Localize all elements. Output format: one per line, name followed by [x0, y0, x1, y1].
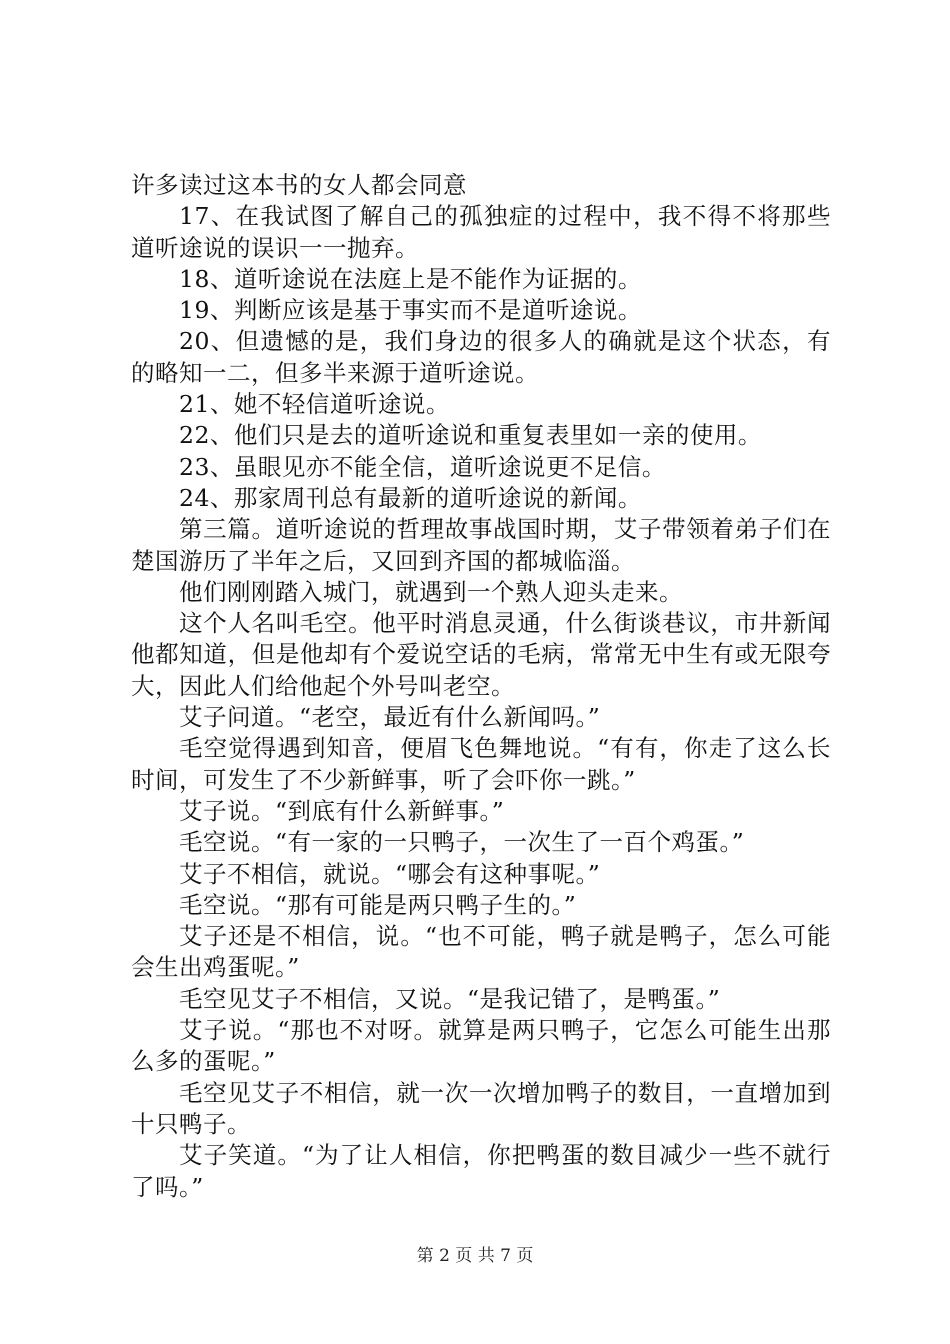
paragraph: 毛空说。“有一家的一只鸭子，一次生了一百个鸡蛋。”	[179, 828, 745, 857]
paragraph: 毛空觉得遇到知音，便眉飞色舞地说。“有有，你走了这么长时间，可发生了不少新鲜事，听了会吓你一跳。”	[131, 734, 831, 794]
paragraph: 这个人名叫毛空。他平时消息灵通，什么街谈巷议，市井新闻他都知道，但是他却有个爱说空话的毛病，常常无中生有或无限夸大，因此人们给他起个外号叫老空。	[131, 609, 831, 700]
paragraph: 第三篇。道听途说的哲理故事战国时期，艾子带领着弟子们在楚国游历了半年之后，又回到齐国的都城临淄。	[131, 515, 831, 575]
paragraph: 艾子笑道。“为了让人相信，你把鸭蛋的数目减少一些不就行了吗。”	[131, 1141, 831, 1201]
paragraph: 艾子说。“到底有什么新鲜事。”	[179, 796, 505, 825]
document-body	[131, 170, 831, 1203]
paragraph: 艾子问道。“老空，最近有什么新闻吗。”	[179, 703, 601, 732]
paragraph: 24、那家周刊总有最新的道听途说的新闻。	[179, 483, 642, 512]
paragraph: 22、他们只是去的道听途说和重复表里如一亲的使用。	[179, 421, 762, 450]
paragraph: 艾子说。“那也不对呀。就算是两只鸭子，它怎么可能生出那么多的蛋呢。”	[131, 1016, 831, 1076]
paragraph: 艾子不相信，就说。“哪会有这种事呢。”	[179, 859, 601, 888]
paragraph: 20、但遗憾的是，我们身边的很多人的确就是这个状态，有的略知一二，但多半来源于道听途说。	[131, 327, 831, 387]
paragraph: 23、虽眼见亦不能全信，道听途说更不足信。	[179, 452, 666, 481]
paragraph: 21、她不轻信道听途说。	[179, 390, 450, 419]
paragraph: 艾子还是不相信，说。“也不可能，鸭子就是鸭子，怎么可能会生出鸡蛋呢。”	[131, 922, 831, 982]
page-number-footer: 第 2 页 共 7 页	[416, 1246, 534, 1266]
paragraph: 19、判断应该是基于事实而不是道听途说。	[179, 296, 642, 325]
paragraph: 毛空见艾子不相信，又说。“是我记错了，是鸭蛋。”	[179, 984, 721, 1013]
paragraph: 毛空见艾子不相信，就一次一次增加鸭子的数目，一直增加到十只鸭子。	[131, 1078, 831, 1138]
paragraph: 17、在我试图了解自己的孤独症的过程中，我不得不将那些道听途说的误识一一抛弃。	[131, 202, 831, 262]
paragraph: 他们刚刚踏入城门，就遇到一个熟人迎头走来。	[179, 577, 683, 606]
paragraph: 许多读过这本书的女人都会同意	[131, 171, 467, 199]
paragraph: 毛空说。“那有可能是两只鸭子生的。”	[179, 890, 577, 919]
paragraph: 18、道听途说在法庭上是不能作为证据的。	[179, 264, 642, 293]
